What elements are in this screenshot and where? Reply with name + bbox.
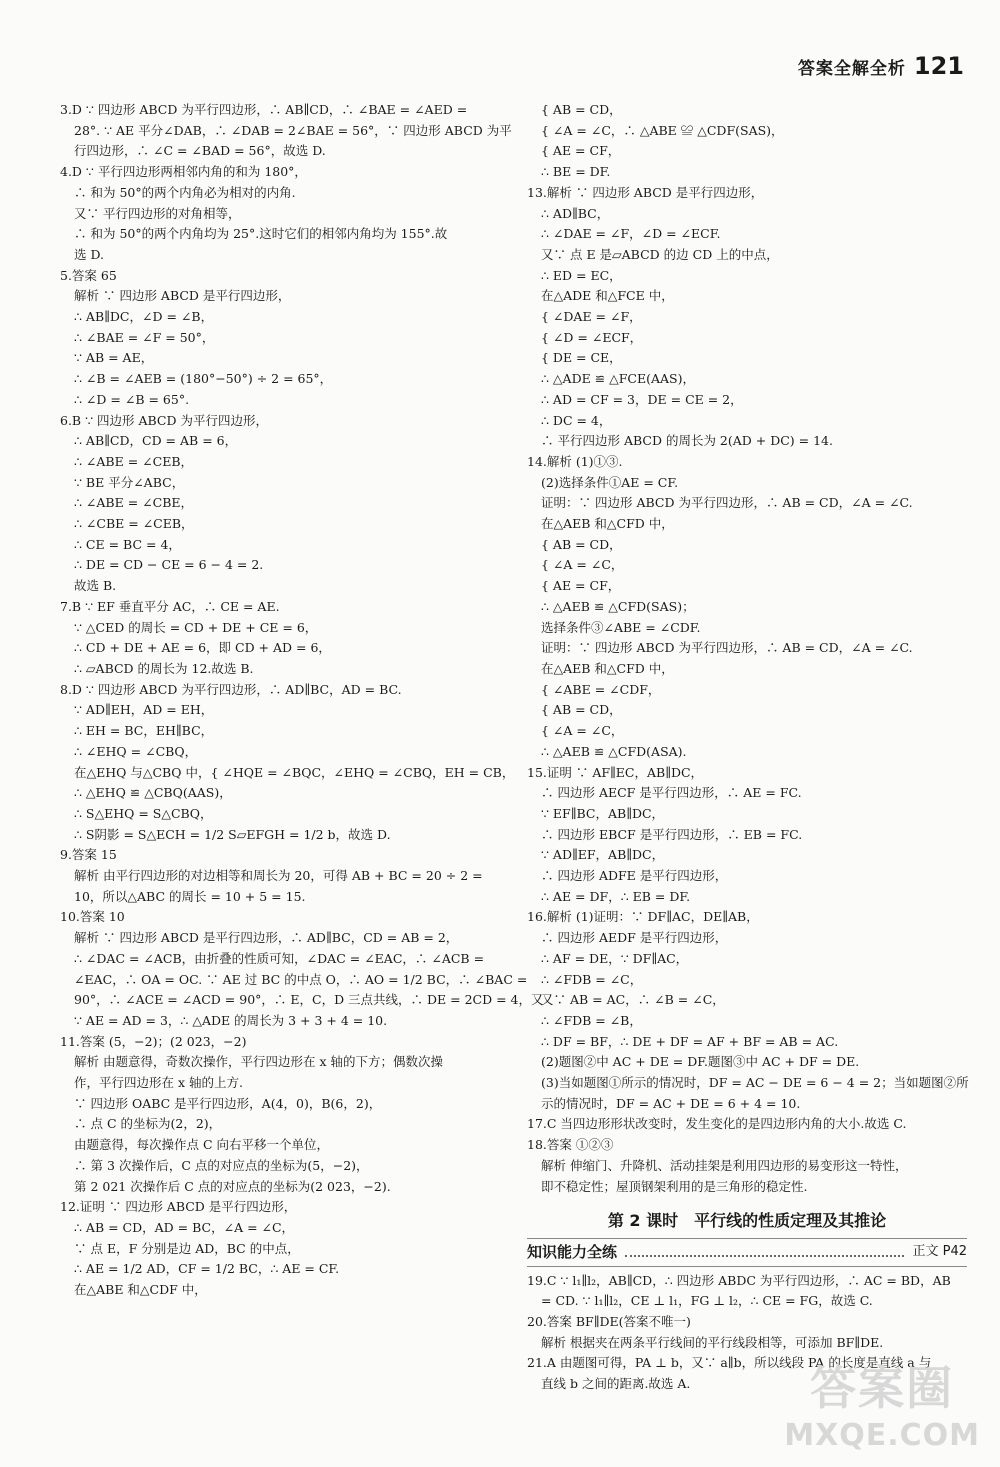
watermark xyxy=(784,1352,980,1453)
text-line: = CD. ∵ l₁∥l₂，CE ⊥ l₁，FG ⊥ l₂，∴ CE = FG，故选 C. xyxy=(541,1293,873,1309)
header-title: 答案全解全析 xyxy=(797,59,906,79)
text-line: ∴ AB∥DC，∠D = ∠B， xyxy=(74,309,214,325)
text-line: 15.证明 ∵ AF∥EC，AB∥DC， xyxy=(527,764,704,780)
text-line: ∴ ∠ABE = ∠CEB， xyxy=(74,453,194,469)
text-line: (3)当如题图①所示的情况时，DF = AC − DE = 6 − 4 = 2；当如题图②所 xyxy=(541,1075,969,1091)
text-line: ∴ ∠EHQ = ∠CBQ， xyxy=(74,743,198,759)
text-line: { ∠ABE = ∠CDF， xyxy=(541,681,661,697)
text-line: ∴ ▱ABCD 的周长为 12.故选 B. xyxy=(74,660,254,676)
text-line: 在△AEB 和△CFD 中， xyxy=(541,516,674,532)
text-line: ∴ AB = CD，AD = BC，∠A = ∠C， xyxy=(74,1219,295,1235)
text-line: ∵ AD∥EH，AD = EH， xyxy=(74,702,214,718)
text-line: 20.答案 BF∥DE(答案不唯一) xyxy=(527,1314,691,1330)
text-line: { ∠A = ∠C， xyxy=(541,723,624,739)
text-line: (2)题图②中 AC + DE = DF.题图③中 AC + DF = DE. xyxy=(541,1054,860,1070)
text-line: 选 D. xyxy=(74,246,105,262)
text-line: ∴ S△EHQ = S△CBQ， xyxy=(74,805,213,821)
text-line: { DE = CE， xyxy=(541,350,622,366)
text-line: ∴ AE = 1/2 AD，CF = 1/2 BC，∴ AE = CF. xyxy=(74,1261,340,1277)
text-line: 在△AEB 和△CFD 中， xyxy=(541,660,674,676)
text-line: ∴ ∠ABE = ∠CBE， xyxy=(74,495,194,511)
text-line: ∴ △EHQ ≌ △CBQ(AAS)， xyxy=(74,785,232,801)
text-line: 在△EHQ 与△CBQ 中，{ ∠HQE = ∠BQC，∠EHQ = ∠CBQ，EH = CB， xyxy=(74,764,515,780)
text-line: { AB = CD， xyxy=(541,102,622,117)
text-line: 17.C 当四边形形状改变时，发生变化的是四边形内角的大小.故选 C. xyxy=(527,1116,907,1132)
text-line: ∴ AD∥BC， xyxy=(541,205,610,221)
text-line: ∴ ∠B = ∠AEB = (180°−50°) ÷ 2 = 65°， xyxy=(74,371,333,387)
text-line: { AE = CF， xyxy=(541,143,621,159)
text-line: ∴ DE = CD − CE = 6 − 4 = 2. xyxy=(74,557,264,573)
text-line: 12.证明 ∵ 四边形 ABCD 是平行四边形， xyxy=(60,1199,297,1215)
text-line: 7.B ∵ EF 垂直平分 AC，∴ CE = AE. xyxy=(60,598,280,614)
text-line: ∴ △AEB ≌ △CFD(SAS)； xyxy=(541,598,695,614)
text-line: 证明：∵ 四边形 ABCD 为平行四边形，∴ AB = CD，∠A = ∠C. xyxy=(541,640,913,656)
text-line: 作，平行四边形在 x 轴的上方. xyxy=(74,1075,243,1091)
text-line: ∴ 点 C 的坐标为(2，2)， xyxy=(74,1116,222,1132)
text-line: 9.答案 15 xyxy=(60,847,117,863)
text-line: ∴ △ADE ≌ △FCE(AAS)， xyxy=(541,371,695,387)
text-line: ∴ CD + DE + AE = 6，即 CD + AD = 6， xyxy=(74,640,331,656)
text-line: 解析 ∵ 四边形 ABCD 是平行四边形，∴ AD∥BC，CD = AB = 2， xyxy=(74,930,459,946)
text-line: 行四边形，∴ ∠C = ∠BAD = 56°，故选 D. xyxy=(74,143,326,159)
text-line: ∴ ∠DAE = ∠F，∠D = ∠ECF. xyxy=(541,226,721,242)
text-line: { AB = CD， xyxy=(541,536,622,552)
text-line: ∴ ∠DAC = ∠ACB，由折叠的性质可知，∠DAC = ∠EAC，∴ ∠ACB = xyxy=(74,950,485,966)
text-line: 故选 B. xyxy=(74,578,117,594)
text-line: ∴ 四边形 ADFE 是平行四边形， xyxy=(541,868,728,884)
text-line: { ∠D = ∠ECF， xyxy=(541,329,643,345)
text-line: ∵ 四边形 OABC 是平行四边形，A(4，0)，B(6，2)， xyxy=(74,1095,382,1111)
text-line: 又∵ AB = AC，∴ ∠B = ∠C， xyxy=(541,992,725,1008)
text-line: ∵ BE 平分∠ABC， xyxy=(74,474,185,490)
text-line: 解析 ∵ 四边形 ABCD 是平行四边形， xyxy=(74,288,291,304)
section-title: 第 2 课时 平行线的性质定理及其推论 xyxy=(607,1211,887,1231)
text-line: 又∵ 点 E 是▱ABCD 的边 CD 上的中点， xyxy=(541,246,779,262)
text-line: ∴ △AEB ≌ △CFD(ASA). xyxy=(541,743,687,759)
text-line: { ∠DAE = ∠F， xyxy=(541,309,642,325)
text-line: { ∠A = ∠C， xyxy=(541,557,624,573)
text-line: ∴ 和为 50°的两个内角必为相对的内角. xyxy=(74,184,296,200)
text-line: 13.解析 ∵ 四边形 ABCD 是平行四边形， xyxy=(527,184,764,200)
page-number: 121 xyxy=(913,52,964,80)
text-line: 又∵ 平行四边形的对角相等， xyxy=(74,205,241,221)
text-line: 28°. ∵ AE 平分∠DAB，∴ ∠DAB = 2∠BAE = 56°，∵ 四边形 ABCD 为平 xyxy=(74,122,512,138)
text-line: ∴ AB∥CD，CD = AB = 6， xyxy=(74,433,238,449)
banner-page-ref: 正文 P42 xyxy=(912,1243,967,1259)
text-line: ∴ S阴影 = S△ECH = 1/2 S▱EFGH = 1/2 b，故选 D. xyxy=(74,826,391,842)
left-column xyxy=(60,100,544,1301)
text-line: 8.D ∵ 四边形 ABCD 为平行四边形，∴ AD∥BC，AD = BC. xyxy=(60,681,402,697)
text-line: { ∠A = ∠C，∴ △ABE ≌ △CDF(SAS)， xyxy=(541,122,784,138)
text-line: 证明：∵ 四边形 ABCD 为平行四边形，∴ AB = CD，∠A = ∠C. xyxy=(541,495,913,511)
text-line: ∴ 四边形 AEDF 是平行四边形， xyxy=(541,930,728,946)
text-line: ∴ ∠FDB = ∠B， xyxy=(541,1012,642,1028)
text-line: ∴ AE = DF，∴ EB = DF. xyxy=(541,888,691,904)
text-line: 选择条件③∠ABE = ∠CDF. xyxy=(541,619,701,635)
text-line: 11.答案 (5，−2)；(2 023，−2) xyxy=(60,1033,247,1049)
text-line: 第 2 021 次操作后 C 点的对应点的坐标为(2 023，−2). xyxy=(74,1178,391,1194)
text-line: { AE = CF， xyxy=(541,578,621,594)
text-line: ∴ ∠FDB = ∠C， xyxy=(541,971,643,987)
text-line: ∴ 平行四边形 ABCD 的周长为 2(AD + DC) = 14. xyxy=(541,433,833,449)
text-line: ∵ EF∥BC，AB∥DC， xyxy=(541,805,665,821)
banner-title: 知识能力全练 xyxy=(527,1242,618,1261)
text-line: ∴ ED = EC， xyxy=(541,267,622,283)
text-line: ∵ AE = AD = 3，∴ △ADE 的周长为 3 + 3 + 4 = 10. xyxy=(74,1012,388,1028)
text-line: 示的情况时，DF = AC + DE = 6 + 4 = 10. xyxy=(541,1095,801,1111)
right-column xyxy=(527,100,967,1395)
text-line: 4.D ∵ 平行四边形两相邻内角的和为 180°， xyxy=(60,164,307,180)
text-line: 由题意得，每次操作点 C 向右平移一个单位， xyxy=(74,1137,330,1153)
text-line: ∴ DF = BF，∴ DE + DF = AF + BF = AB = AC. xyxy=(541,1033,839,1049)
text-line: 解析 由平行四边形的对边相等和周长为 20，可得 AB + BC = 20 ÷ 2 = xyxy=(74,868,483,884)
text-line: 3.D ∵ 四边形 ABCD 为平行四边形，∴ AB∥CD，∴ ∠BAE = ∠AED = xyxy=(60,102,468,117)
text-line: 90°，∴ ∠ACE = ∠ACD = 90°，∴ E，C，D 三点共线，∴ DE = 2CD = 4，又 xyxy=(74,992,544,1008)
text-line: ∴ DC = 4， xyxy=(541,412,612,428)
text-line: ∴ EH = BC，EH∥BC， xyxy=(74,723,214,739)
text-line: 21.A 由题图可得，PA ⊥ b，又∵ a∥b，所以线段 PA 的长度是直线 a 与 xyxy=(527,1355,932,1371)
text-line: ∠EAC，∴ OA = OC. ∵ AE 过 BC 的中点 O，∴ AO = 1/2 BC，∴ ∠BAC = xyxy=(74,971,528,987)
banner-leader-dots xyxy=(625,1247,904,1257)
text-line: ∵ AD∥EF，AB∥DC， xyxy=(541,847,665,863)
watermark-url: MXQE.COM xyxy=(784,1418,980,1453)
text-line: ∴ AD = CF = 3，DE = CE = 2， xyxy=(541,391,743,407)
text-line: 6.B ∵ 四边形 ABCD 为平行四边形， xyxy=(60,412,268,428)
text-line: ∵ 点 E，F 分别是边 AD，BC 的中点， xyxy=(74,1240,300,1256)
text-line: 18.答案 ①②③ xyxy=(527,1137,614,1153)
text-line: ∴ ∠D = ∠B = 65°. xyxy=(74,391,190,407)
text-line: 14.解析 (1)①③. xyxy=(527,453,623,469)
text-line: ∴ AF = DE，∵ DF∥AC， xyxy=(541,950,689,966)
text-line: 在△ADE 和△FCE 中， xyxy=(541,288,674,304)
text-line: 10.答案 10 xyxy=(60,909,125,925)
text-line: ∴ 四边形 EBCF 是平行四边形，∴ EB = FC. xyxy=(541,826,803,842)
text-line: 即不稳定性；屋顶钢架利用的是三角形的稳定性. xyxy=(541,1178,808,1194)
text-line: 解析 根据夹在两条平行线间的平行线段相等，可添加 BF∥DE. xyxy=(541,1334,884,1350)
text-line: ∴ BE = DF. xyxy=(541,164,611,180)
watermark-logo-text: 答案圈 xyxy=(810,1361,955,1415)
text-line: ∴ CE = BC = 4， xyxy=(74,536,181,552)
text-line: 16.解析 (1)证明：∵ DF∥AC，DE∥AB， xyxy=(527,909,759,925)
section-banner xyxy=(527,1238,967,1267)
text-line: ∴ ∠BAE = ∠F = 50°， xyxy=(74,329,215,345)
text-line: 直线 b 之间的距离.故选 A. xyxy=(541,1376,691,1392)
text-line: { AB = CD， xyxy=(541,702,622,718)
text-line: (2)选择条件①AE = CF. xyxy=(541,474,679,490)
text-line: ∵ △CED 的周长 = CD + DE + CE = 6， xyxy=(74,619,318,635)
text-line: ∵ AB = AE， xyxy=(74,350,154,366)
text-line: 19.C ∵ l₁∥l₂，AB∥CD，∴ 四边形 ABDC 为平行四边形，∴ AC = BD，AB xyxy=(527,1272,951,1288)
text-line: 在△ABE 和△CDF 中， xyxy=(74,1282,207,1298)
text-line: ∴ ∠CBE = ∠CEB， xyxy=(74,516,194,532)
text-line: ∴ 四边形 AECF 是平行四边形，∴ AE = FC. xyxy=(541,785,802,801)
page-header xyxy=(798,52,964,80)
text-line: 解析 伸缩门、升降机、活动挂架是利用四边形的易变形这一特性， xyxy=(541,1157,908,1173)
text-line: ∴ 第 3 次操作后，C 点的对应点的坐标为(5，−2)， xyxy=(74,1157,369,1173)
text-line: ∴ 和为 50°的两个内角均为 25°.这时它们的相邻内角均为 155°.故 xyxy=(74,226,448,242)
text-line: 10，所以△ABC 的周长 = 10 + 5 = 15. xyxy=(74,888,306,904)
text-line: 5.答案 65 xyxy=(60,267,117,283)
text-line: 解析 由题意得，奇数次操作，平行四边形在 x 轴的下方；偶数次操 xyxy=(74,1054,443,1070)
